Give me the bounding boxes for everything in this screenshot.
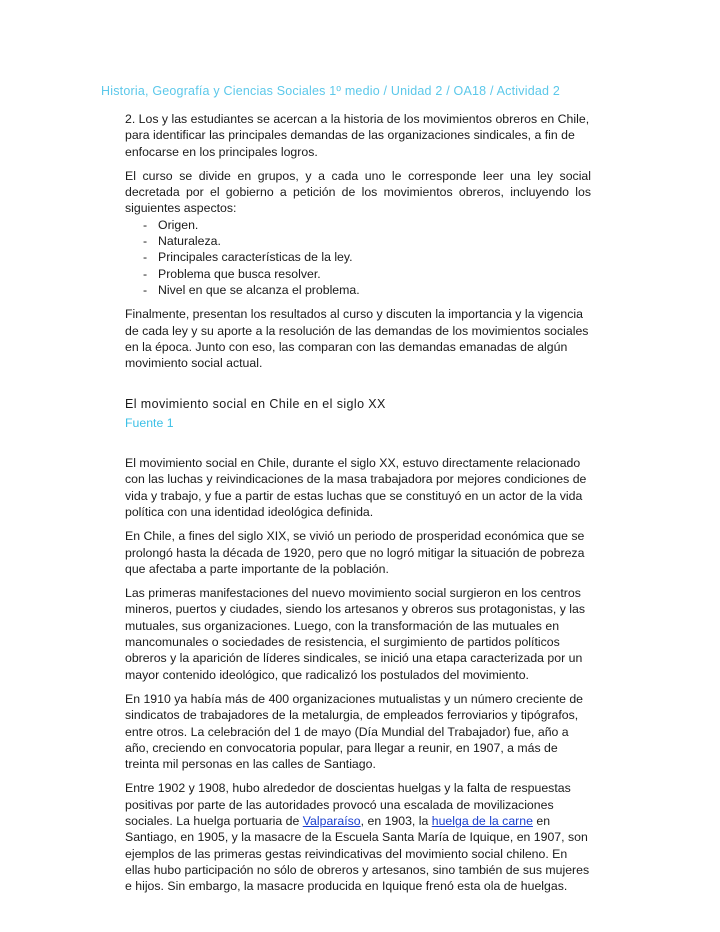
breadcrumb: Historia, Geografía y Ciencias Sociales 1º medio / Unidad 2 / OA18 / Actividad 2: [101, 84, 560, 98]
list-item-text: Problema que busca resolver.: [158, 266, 321, 281]
list-item: [125, 282, 591, 298]
source-label: Fuente 1: [125, 415, 174, 430]
text: Entre 1902 y 1908, hubo alrededor de doscientas huelgas y la falta de respuestas positivas por parte de las autoridades provocó una escalada de movilizaciones sociales. La huelga portuaria de: [125, 781, 571, 828]
huelga-carne-link[interactable]: huelga de la carne: [431, 813, 533, 828]
document-body: [125, 111, 591, 902]
list-item: [125, 217, 591, 233]
paragraph: En Chile, a fines del siglo XIX, se vivió un periodo de prosperidad económica que se prolongó hasta la década de 1920, pero que no logró mitigar la situación de pobreza que afectaba a parte importante de la población.: [125, 529, 585, 576]
list-item: [125, 233, 591, 249]
aspects-list: [125, 217, 591, 298]
list-item-text: Principales características de la ley.: [158, 250, 353, 265]
valparaiso-link[interactable]: Valparaíso: [302, 813, 361, 828]
bullet: -: [143, 282, 148, 297]
list-item-text: Naturaleza.: [158, 234, 221, 249]
text: en Santiago, en 1905, y la masacre de la Escuela Santa María de Iquique, en 1907, son ejemplos de las primeras gestas reivindicativas del movimiento social chileno. En ellas hubo participación no sólo de obreros y artesanos, sino también de sus mujeres e hijos. Sin embargo, la masacre producida en Iquique frenó esta ola de huelgas.: [125, 813, 590, 894]
bullet: -: [143, 266, 148, 281]
bullet: -: [143, 217, 148, 232]
section-title: El movimiento social en Chile en el siglo XX: [125, 397, 386, 412]
paragraph: Las primeras manifestaciones del nuevo movimiento social surgieron en los centros mineros, puertos y ciudades, siendo los artesanos y obreros sus protagonistas, y las mutuales, sus organizaciones. Luego, con la transformación de las mutuales en mancomunales o sociedades de resistencia, el surgimiento de partidos políticos obreros y la aparición de líderes sindicales, se inició una etapa caracterizada por un mayor contenido ideológico, que radicalizó los postulados del movimiento.: [125, 586, 586, 682]
paragraph: El movimiento social en Chile, durante el siglo XX, estuvo directamente relacionado con las luchas y reivindicaciones de la masa trabajadora por mejores condiciones de vida y trabajo, y fue a partir de estas luchas que se constituyó en un actor de la vida política con una identidad ideológica definida.: [125, 456, 587, 519]
paragraph: En 1910 ya había más de 400 organizaciones mutualistas y un número creciente de sindicatos de trabajadores de la metalurgia, de empleados ferroviarios y tipógrafos, entre otros. La celebración del 1 de mayo (Día Mundial del Trabajador) fue, año a año, creciendo en convocatoria popular, para llegar a reunir, en 1907, a más de treinta mil personas en las calles de Santiago.: [125, 691, 583, 772]
bullet: -: [143, 250, 148, 265]
list-item: [125, 266, 591, 282]
paragraph: [125, 780, 591, 894]
list-item: [125, 249, 591, 265]
activity-closing: Finalmente, presentan los resultados al curso y discuten la importancia y la vigencia de cada ley y su aporte a la resolución de las demandas de los movimientos sociales en la época. Junto con eso, las comparan con las demandas emanadas de algún movimiento social actual.: [125, 307, 589, 371]
bullet: -: [143, 234, 148, 249]
list-item-text: Origen.: [158, 217, 199, 232]
activity-intro: 2. Los y las estudiantes se acercan a la historia de los movimientos obreros en Chile, para identificar las principales demandas de las organizaciones sindicales, a fin de enfocarse en los principales logros.: [125, 112, 590, 159]
text: , en 1903, la: [360, 813, 432, 828]
list-item-text: Nivel en que se alcanza el problema.: [158, 282, 360, 297]
activity-groups: El curso se divide en grupos, y a cada uno le corresponde leer una ley social decretada por el gobierno a petición de los movimientos obreros, incluyendo los siguientes aspectos:: [125, 168, 591, 216]
